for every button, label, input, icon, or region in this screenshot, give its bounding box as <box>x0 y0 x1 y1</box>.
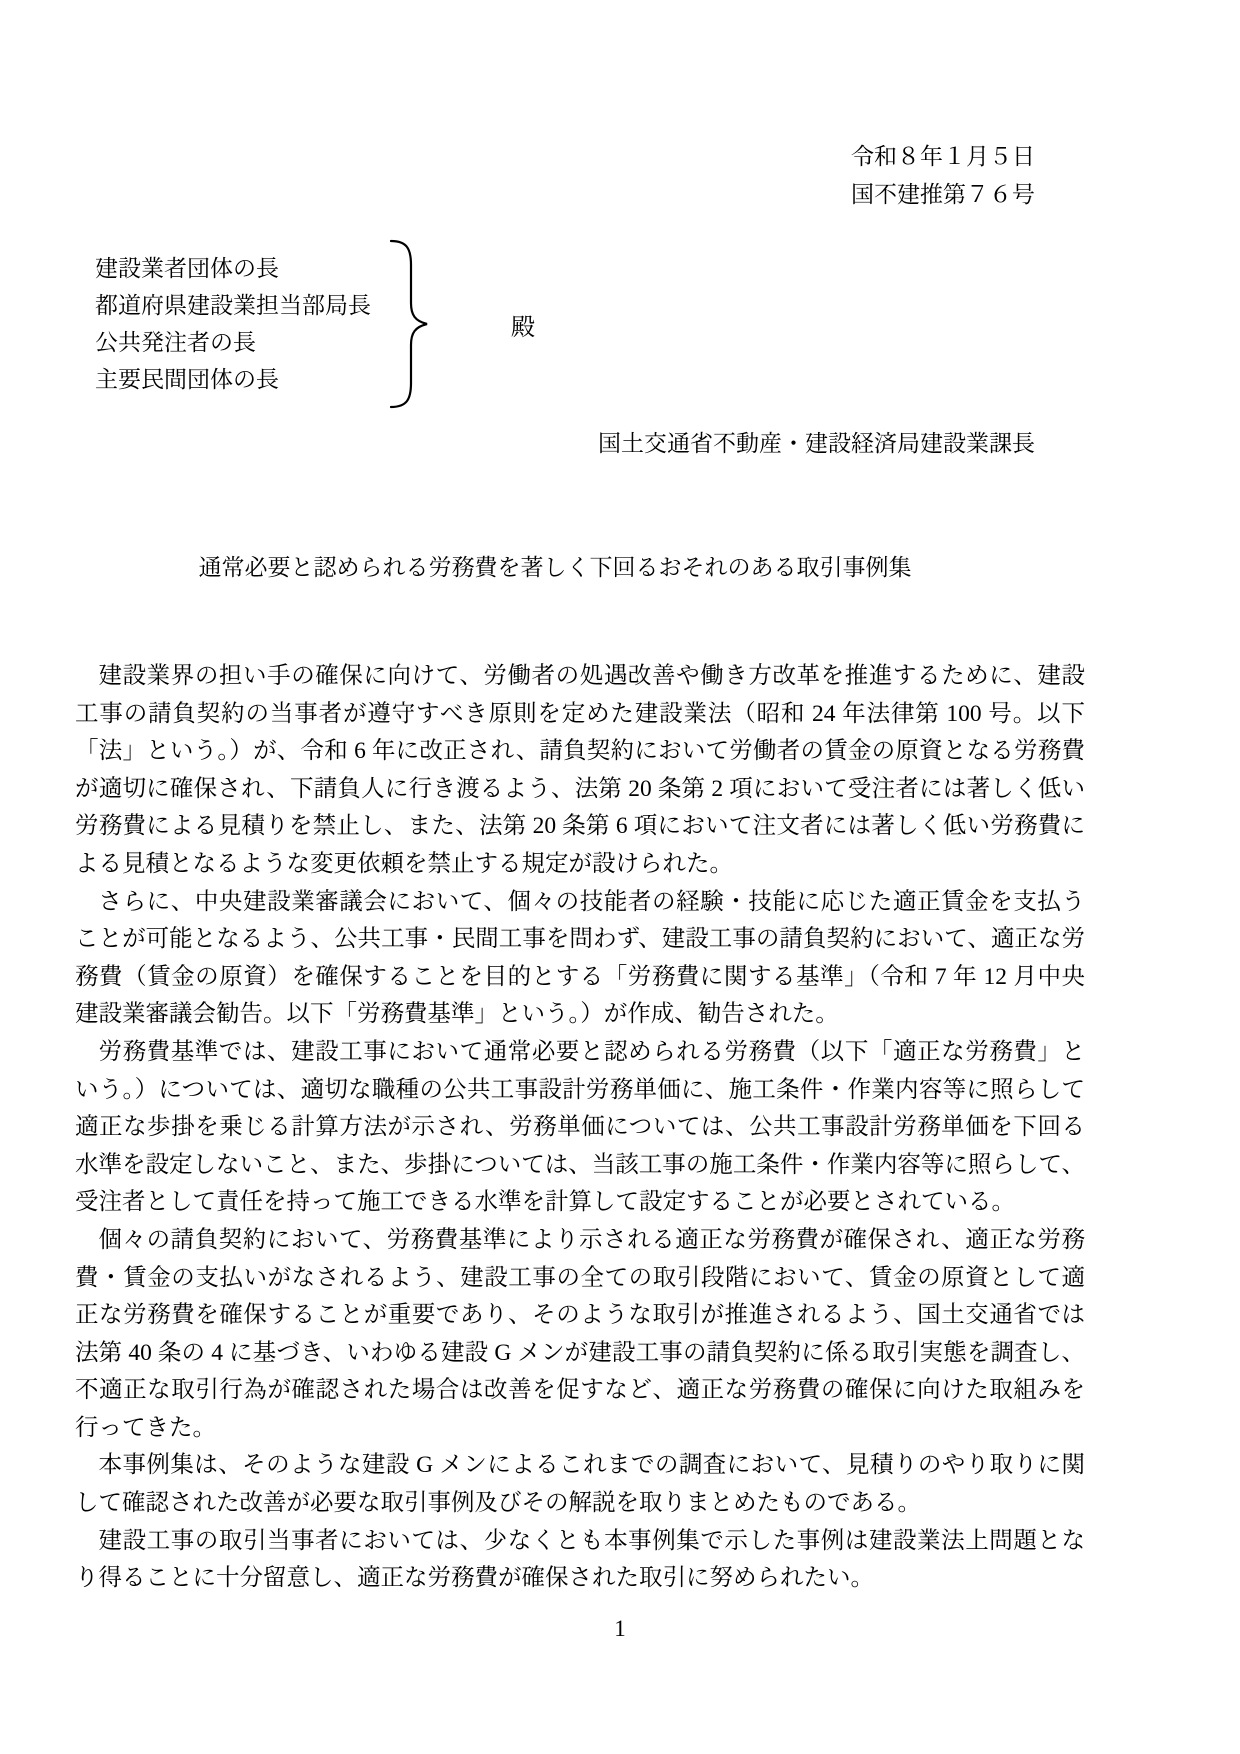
document-body <box>75 658 1085 1598</box>
addressee-list <box>95 250 371 398</box>
paragraph: 労務費基準では、建設工事において通常必要と認められる労務費（以下「適正な労務費」という。）については、適切な職種の公共工事設計労務単価に、施工条件・作業内容等に照らして適正な歩掛を乗じる計算方法が示され、労務単価については、公共工事設計労務単価を下回る水準を設定しないこと、また、歩掛については、当該工事の施工条件・作業内容等に照らして、受注者として責任を持って施工できる水準を計算して設定することが必要とされている。 <box>75 1038 1085 1216</box>
paragraph: 建設工事の取引当事者においては、少なくとも本事例集で示した事例は建設業法上問題となり得ることに十分留意し、適正な労務費が確保された取引に努められたい。 <box>75 1527 1085 1592</box>
addressee-item: 公共発注者の長 <box>95 329 256 355</box>
sender-line: 国土交通省不動産・建設経済局建設業課長 <box>598 430 1035 456</box>
document-title: 通常必要と認められる労務費を著しく下回るおそれのある取引事例集 <box>198 554 912 580</box>
honorific-label: 殿 <box>511 313 535 341</box>
page-number: 1 <box>614 1615 626 1641</box>
paragraph: 本事例集は、そのような建設 G メンによるこれまでの調査において、見積りのやり取りに関して確認された改善が必要な取引事例及びその解説を取りまとめたものである。 <box>75 1452 1085 1517</box>
paragraph: さらに、中央建設業審議会において、個々の技能者の経験・技能に応じた適正賃金を支払うことが可能となるよう、公共工事・民間工事を問わず、建設工事の請負契約において、適正な労務費（賃金の原資）を確保することを目的とする「労務費に関する基準」（令和 7 年 12 月中央建設業審議会勧告。以下「労務費基準」という。）が作成、勧告された。 <box>75 888 1085 1028</box>
date-line: 令和８年１月５日 <box>851 144 1035 169</box>
doc-number-line: 国不建推第７６号 <box>851 182 1035 207</box>
right-brace-icon <box>387 238 431 410</box>
addressee-item: 都道府県建設業担当部局長 <box>95 292 371 318</box>
addressee-item: 建設業者団体の長 <box>95 255 279 281</box>
paragraph: 建設業界の担い手の確保に向けて、労働者の処遇改善や働き方改革を推進するために、建設工事の請負契約の当事者が遵守すべき原則を定めた建設業法（昭和 24 年法律第 100 号。以下「法」という。）が、令和 6 年に改正され、請負契約において労働者の賃金の原資となる労務費が適切に確保され、下請負人に行き渡るよう、法第 20 条第 2 項において受注者には著しく低い労務費による見積りを禁止し、また、法第 20 条第 6 項において注文者には著しく低い労務費による見積となるような変更依頼を禁止する規定が設けられた。 <box>75 663 1085 877</box>
paragraph: 個々の請負契約において、労務費基準により示される適正な労務費が確保され、適正な労務費・賃金の支払いがなされるよう、建設工事の全ての取引段階において、賃金の原資として適正な労務費を確保することが重要であり、そのような取引が推進されるよう、国土交通省では法第 40 条の 4 に基づき、いわゆる建設 G メンが建設工事の請負契約に係る取引実態を調査し、不適正な取引行為が確認された場合は改善を促すなど、適正な労務費の確保に向けた取組みを行ってきた。 <box>75 1226 1085 1441</box>
addressee-block <box>95 238 1240 410</box>
document-meta <box>0 138 1240 214</box>
addressee-item: 主要民間団体の長 <box>95 366 279 392</box>
